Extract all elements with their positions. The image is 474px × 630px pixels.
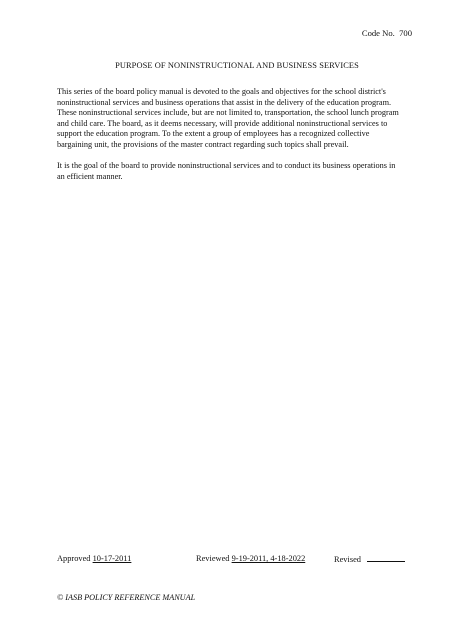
revised-blank-line [367,553,405,562]
paragraph-purpose [57,87,417,151]
reviewed-label: Reviewed [196,554,230,563]
reviewed-dates: 9-19-2011, 4-18-2022 [231,554,306,563]
text-line: support the education program. To the extent a group of employees has a recognized collective [57,129,370,139]
text-line: These noninstructional services include, but are not limited to, transportation, the school lunch program [57,108,399,118]
code-number: Code No. 700 [361,28,412,38]
reviewed-field [196,553,305,564]
text-line: noninstructional services and business operations that assist in the delivery of the education program. [57,97,392,107]
text-line: It is the goal of the board to provide noninstructional services and to conduct its business operations in [57,160,396,170]
page-title: PURPOSE OF NONINSTRUCTIONAL AND BUSINESS SERVICES [115,61,359,70]
revised-field [334,553,405,565]
revised-label: Revised [334,555,361,564]
text-line: This series of the board policy manual is devoted to the goals and objectives for the school district's [57,87,386,96]
copyright-notice: © IASB POLICY REFERENCE MANUAL [57,593,196,602]
approved-field [57,553,131,564]
paragraph-goal [57,161,417,182]
text-line: bargaining unit, the provisions of the master contract regarding such topics shall prevail. [57,139,349,149]
text-line: and child care. The board, as it deems necessary, will provide additional noninstructional services to [57,118,388,128]
approved-label: Approved [57,554,91,563]
policy-body [57,87,417,193]
approved-date: 10-17-2011 [92,554,132,563]
text-line: an efficient manner. [57,171,123,181]
